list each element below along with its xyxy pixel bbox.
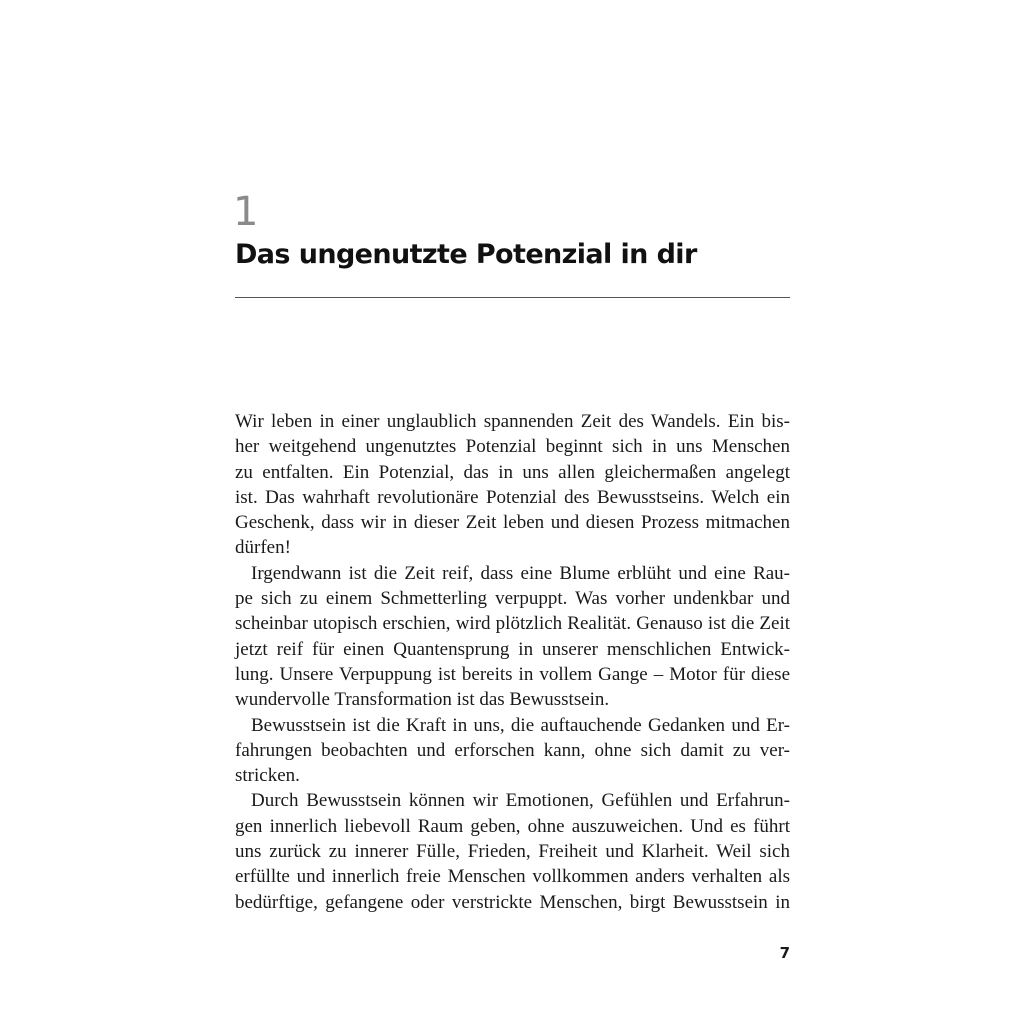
text-line: lung. Unsere Verpuppung ist bereits in vollem Gange – Motor für diese <box>235 663 790 685</box>
paragraph-3 <box>235 713 790 789</box>
chapter-title: Das ungenutzte Potenzial in dir <box>235 239 697 270</box>
text-line: dürfen! <box>235 537 291 559</box>
title-divider <box>235 297 790 298</box>
text-line: Wir leben in einer unglaublich spannenden Zeit des Wandels. Ein bis- <box>235 411 790 432</box>
page-number: 7 <box>779 944 790 962</box>
text-line: jetzt reif für einen Quantensprung in unserer menschlichen Entwick- <box>235 638 790 660</box>
text-line: pe sich zu einem Schmetterling verpuppt. Was vorher undenkbar und <box>235 588 790 610</box>
text-line: Bewusstsein ist die Kraft in uns, die auftauchende Gedanken und Er- <box>251 714 790 736</box>
text-line: erfüllte und innerlich freie Menschen vollkommen anders verhalten als <box>235 866 790 888</box>
text-line: her weitgehend ungenutztes Potenzial beginnt sich in uns Menschen <box>235 436 790 458</box>
text-line: gen innerlich liebevoll Raum geben, ohne auszuweichen. Und es führt <box>235 815 790 837</box>
paragraph-2 <box>235 561 790 713</box>
text-line: fahrungen beobachten und erforschen kann, ohne sich damit zu ver- <box>235 739 790 761</box>
text-line: Durch Bewusstsein können wir Emotionen, Gefühlen und Erfahrun- <box>251 790 790 812</box>
text-line: ist. Das wahrhaft revolutionäre Potenzial des Bewusstseins. Welch ein <box>235 486 790 508</box>
text-line: Irgendwann ist die Zeit reif, dass eine Blume erblüht und eine Rau- <box>251 562 790 584</box>
chapter-body <box>235 409 790 915</box>
text-line: Geschenk, dass wir in dieser Zeit leben und diesen Prozess mitmachen <box>235 512 790 534</box>
text-line: zu entfalten. Ein Potenzial, das in uns allen gleichermaßen angelegt <box>235 461 790 483</box>
text-line: bedürftige, gefangene oder verstrickte Menschen, birgt Bewusstsein in <box>235 891 790 913</box>
text-line: wundervolle Transformation ist das Bewusstsein. <box>235 689 610 711</box>
text-line: uns zurück zu innerer Fülle, Frieden, Freiheit und Klarheit. Weil sich <box>235 841 790 863</box>
text-line: scheinbar utopisch erschien, wird plötzlich Realität. Genauso ist die Zeit <box>235 613 790 635</box>
paragraph-4 <box>235 788 790 914</box>
text-line: stricken. <box>235 765 300 787</box>
chapter-number: 1 <box>233 189 258 235</box>
paragraph-1 <box>235 409 790 561</box>
